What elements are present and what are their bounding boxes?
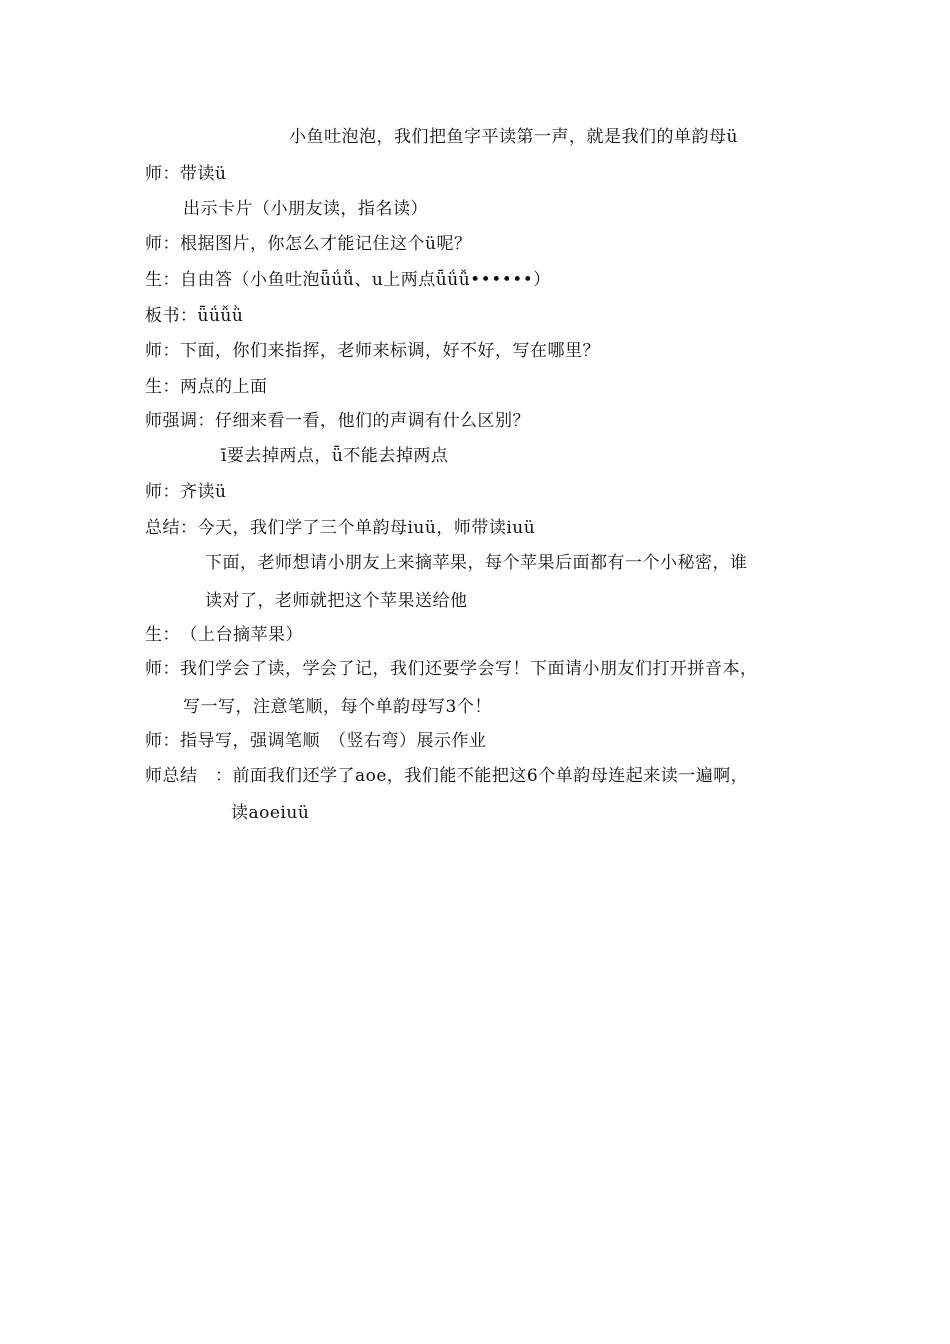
text-line-teacher-question: 师：根据图片，你怎么才能记住这个ü呢？: [145, 234, 472, 254]
text-line-intro: 小鱼吐泡泡，我们把鱼字平读第一声，就是我们的单韵母ü: [289, 127, 738, 147]
text-line-apple-reward: 读对了，老师就把这个苹果送给他: [205, 591, 468, 611]
text-line-teacher-read: 师：带读ü: [145, 164, 227, 184]
text-line-show-card: 出示卡片（小朋友读，指名读）: [183, 199, 428, 219]
text-line-teacher-write: 师：我们学会了读，学会了记，我们还要学会写！下面请小朋友们打开拼音本，: [145, 659, 758, 679]
text-line-apple-game: 下面，老师想请小朋友上来摘苹果，每个苹果后面都有一个小秘密，谁: [205, 553, 748, 573]
text-line-read-together: 师：齐读ü: [145, 482, 227, 502]
text-line-read-all: 读aoeiuü: [231, 803, 310, 823]
text-line-blackboard: 板书：ǖǘǚǜ: [145, 306, 244, 326]
text-line-summary: 总结：今天，我们学了三个单韵母iuü，师带读iuü: [145, 518, 536, 538]
text-line-teacher-tone: 师：下面，你们来指挥，老师来标调，好不好，写在哪里？: [145, 341, 600, 361]
text-line-final-summary: 师总结 ：前面我们还学了aoe，我们能不能把这6个单韵母连起来读一遍啊，: [145, 766, 749, 786]
text-line-write-practice: 写一写，注意笔顺，每个单韵母写3个！: [183, 697, 492, 717]
text-line-student-answer: 生：自由答（小鱼吐泡ǖǘǚ、u上两点ǖǘǚ••••••）: [145, 270, 551, 290]
text-line-student-above: 生：两点的上面: [145, 377, 268, 397]
text-line-teacher-emphasis: 师强调：仔细来看一看，他们的声调有什么区别？: [145, 411, 530, 431]
text-line-dots-rule: ī要去掉两点，ǖ不能去掉两点: [221, 446, 449, 466]
text-line-guide-write: 师：指导写，强调笔顺 （竖右弯）展示作业: [145, 731, 487, 751]
text-line-student-pick: 生： （上台摘苹果）: [145, 625, 303, 645]
